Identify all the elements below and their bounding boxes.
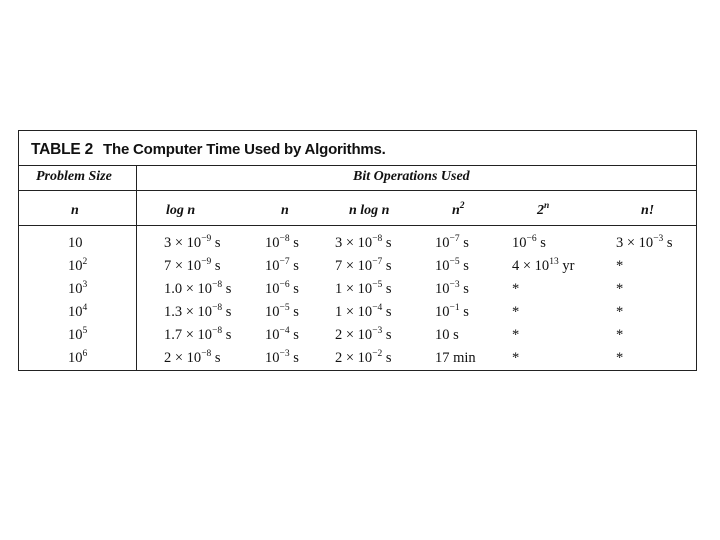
cell-unit: s [382, 235, 392, 251]
cell-value: 10 s [435, 327, 459, 343]
cell-linear-n [265, 304, 299, 321]
cell-2-to-n [512, 258, 574, 275]
cell-n-factorial [616, 327, 623, 344]
cell-exponent: −3 [653, 234, 664, 244]
cell-n-log-n [335, 304, 392, 321]
cell-exponent: 4 [82, 303, 88, 313]
header-divider [19, 190, 696, 191]
cell-value: 10 [265, 327, 280, 343]
cell-problem-size [68, 304, 87, 321]
cell-unit: s [222, 281, 232, 297]
cell-value: 1 × 10 [335, 304, 373, 320]
cell-exponent: −8 [372, 234, 383, 244]
cell-n-log-n [335, 350, 392, 367]
cell-exponent: −4 [279, 326, 290, 336]
cell-value: 10 [435, 304, 450, 320]
cell-unit: s [289, 327, 299, 343]
column-divider [136, 166, 137, 370]
cell-linear-n [265, 281, 299, 298]
cell-unit: s [459, 258, 469, 274]
cell-problem-size [68, 281, 87, 298]
cell-unit: s [459, 235, 469, 251]
cell-n-squared [435, 281, 469, 298]
cell-value: 1.3 × 10 [164, 304, 213, 320]
table-number: TABLE 2 [31, 141, 94, 158]
cell-unit: s [459, 304, 469, 320]
cell-exponent: 3 [82, 280, 88, 290]
bit-operations-header: Bit Operations Used [353, 169, 470, 184]
cell-value: * [512, 304, 520, 320]
cell-value: * [616, 281, 624, 297]
cell-unit: s [382, 350, 392, 366]
cell-unit: s [289, 258, 299, 274]
cell-value: 3 × 10 [335, 235, 373, 251]
problem-size-header: Problem Size [36, 169, 112, 184]
cell-exponent: −6 [279, 280, 290, 290]
cell-value: 7 × 10 [164, 258, 202, 274]
cell-2-to-n [512, 235, 546, 252]
cell-value: 10 [265, 304, 280, 320]
column-header-n-factorial [641, 203, 654, 219]
column-header-n-squared [452, 203, 465, 219]
cell-value: * [616, 258, 624, 274]
column-header-log-n [166, 203, 195, 219]
cell-value: 1.7 × 10 [164, 327, 213, 343]
cell-n-squared [435, 350, 476, 367]
cell-value: 7 × 10 [335, 258, 373, 274]
cell-n-log-n [335, 281, 392, 298]
cell-unit: s [289, 350, 299, 366]
cell-exponent: −3 [372, 326, 383, 336]
algorithm-time-table [18, 130, 697, 371]
cell-unit: s [222, 327, 232, 343]
cell-exponent: −7 [372, 257, 383, 267]
cell-value: 10 [68, 304, 83, 320]
cell-value: 10 [68, 350, 83, 366]
cell-log-n [164, 304, 231, 321]
cell-value: 10 [512, 235, 527, 251]
cell-exponent: −2 [372, 349, 383, 359]
cell-value: 10 [68, 327, 83, 343]
cell-value: * [616, 327, 624, 343]
cell-exponent: −8 [212, 280, 223, 290]
cell-exponent: 13 [549, 257, 559, 267]
cell-log-n [164, 350, 221, 367]
cell-value: 2 × 10 [335, 327, 373, 343]
cell-exponent: −1 [449, 303, 460, 313]
title-divider [19, 165, 696, 166]
cell-problem-size [68, 327, 87, 344]
column-header-text: n [452, 203, 460, 218]
cell-unit: s [211, 258, 221, 274]
column-header-superscript: 2 [459, 201, 465, 211]
table-title [31, 141, 386, 159]
cell-n-factorial [616, 281, 623, 298]
cell-value: 3 × 10 [616, 235, 654, 251]
cell-value: 10 [68, 235, 83, 251]
column-header-n-log-n [349, 203, 389, 219]
cell-exponent: 6 [82, 349, 88, 359]
cell-exponent: −6 [526, 234, 537, 244]
cell-value: 1 × 10 [335, 281, 373, 297]
cell-value: 10 [265, 281, 280, 297]
cell-n-log-n [335, 327, 392, 344]
cell-2-to-n [512, 281, 519, 298]
cell-2-to-n [512, 350, 519, 367]
cell-unit: s [289, 281, 299, 297]
cell-exponent: 2 [82, 257, 88, 267]
cell-n-squared [435, 258, 469, 275]
cell-exponent: −8 [201, 349, 212, 359]
column-header-n [71, 203, 79, 219]
cell-exponent: −8 [279, 234, 290, 244]
cell-n-squared [435, 304, 469, 321]
cell-problem-size [68, 235, 83, 252]
cell-unit: s [382, 258, 392, 274]
cell-unit: s [211, 350, 221, 366]
cell-n-log-n [335, 258, 392, 275]
cell-value: 10 [435, 281, 450, 297]
cell-unit: s [211, 235, 221, 251]
cell-exponent: −3 [279, 349, 290, 359]
cell-problem-size [68, 258, 87, 275]
cell-linear-n [265, 258, 299, 275]
cell-value: 2 × 10 [164, 350, 202, 366]
cell-exponent: 5 [82, 326, 88, 336]
cell-n-factorial [616, 235, 673, 252]
cell-exponent: −3 [449, 280, 460, 290]
cell-unit: s [536, 235, 546, 251]
cell-log-n [164, 235, 221, 252]
cell-unit: s [289, 235, 299, 251]
cell-exponent: −5 [279, 303, 290, 313]
cell-value: * [512, 281, 520, 297]
cell-value: 2 × 10 [335, 350, 373, 366]
column-header-text: log n [166, 203, 196, 218]
cell-unit: s [459, 281, 469, 297]
cell-value: * [512, 327, 520, 343]
cell-value: 10 [435, 235, 450, 251]
cell-log-n [164, 281, 231, 298]
cell-n-squared [435, 235, 469, 252]
cell-value: 10 [265, 258, 280, 274]
cell-n-factorial [616, 258, 623, 275]
column-header-2-to-n [537, 203, 549, 219]
cell-unit: s [382, 327, 392, 343]
cell-linear-n [265, 327, 299, 344]
cell-n-log-n [335, 235, 392, 252]
cell-n-squared [435, 327, 459, 344]
cell-n-factorial [616, 350, 623, 367]
cell-unit: yr [558, 258, 575, 274]
cell-exponent: −7 [449, 234, 460, 244]
cell-exponent: −9 [201, 234, 212, 244]
cell-log-n [164, 258, 221, 275]
cell-unit: s [222, 304, 232, 320]
cell-unit: s [289, 304, 299, 320]
cell-n-factorial [616, 304, 623, 321]
cell-value: 10 [265, 350, 280, 366]
cell-value: 17 min [435, 350, 476, 366]
cell-problem-size [68, 350, 87, 367]
cell-value: 4 × 10 [512, 258, 550, 274]
column-header-text: n [281, 203, 289, 218]
cell-value: 10 [435, 258, 450, 274]
column-header-text: n [71, 203, 79, 218]
cell-exponent: −5 [372, 280, 383, 290]
cell-2-to-n [512, 304, 519, 321]
table-title-text: The Computer Time Used by Algorithms. [103, 141, 386, 158]
cell-exponent: −8 [212, 326, 223, 336]
column-header-text: n! [641, 203, 655, 218]
cell-unit: s [382, 304, 392, 320]
cell-exponent: −5 [449, 257, 460, 267]
column-header-linear-n [281, 203, 289, 219]
cell-exponent: −7 [279, 257, 290, 267]
cell-value: * [616, 350, 624, 366]
column-header-text: 2 [537, 203, 544, 218]
cell-log-n [164, 327, 231, 344]
cell-value: 10 [68, 258, 83, 274]
cell-value: 1.0 × 10 [164, 281, 213, 297]
cell-value: * [512, 350, 520, 366]
cell-exponent: −4 [372, 303, 383, 313]
cell-2-to-n [512, 327, 519, 344]
cell-linear-n [265, 350, 299, 367]
column-header-superscript: n [544, 201, 550, 211]
cell-value: 10 [265, 235, 280, 251]
cell-unit: s [663, 235, 673, 251]
cell-linear-n [265, 235, 299, 252]
cell-value: 3 × 10 [164, 235, 202, 251]
column-header-text: n log n [349, 203, 390, 218]
cell-unit: s [382, 281, 392, 297]
cell-value: * [616, 304, 624, 320]
column-header-divider [19, 225, 696, 226]
cell-exponent: −9 [201, 257, 212, 267]
cell-exponent: −8 [212, 303, 223, 313]
cell-value: 10 [68, 281, 83, 297]
